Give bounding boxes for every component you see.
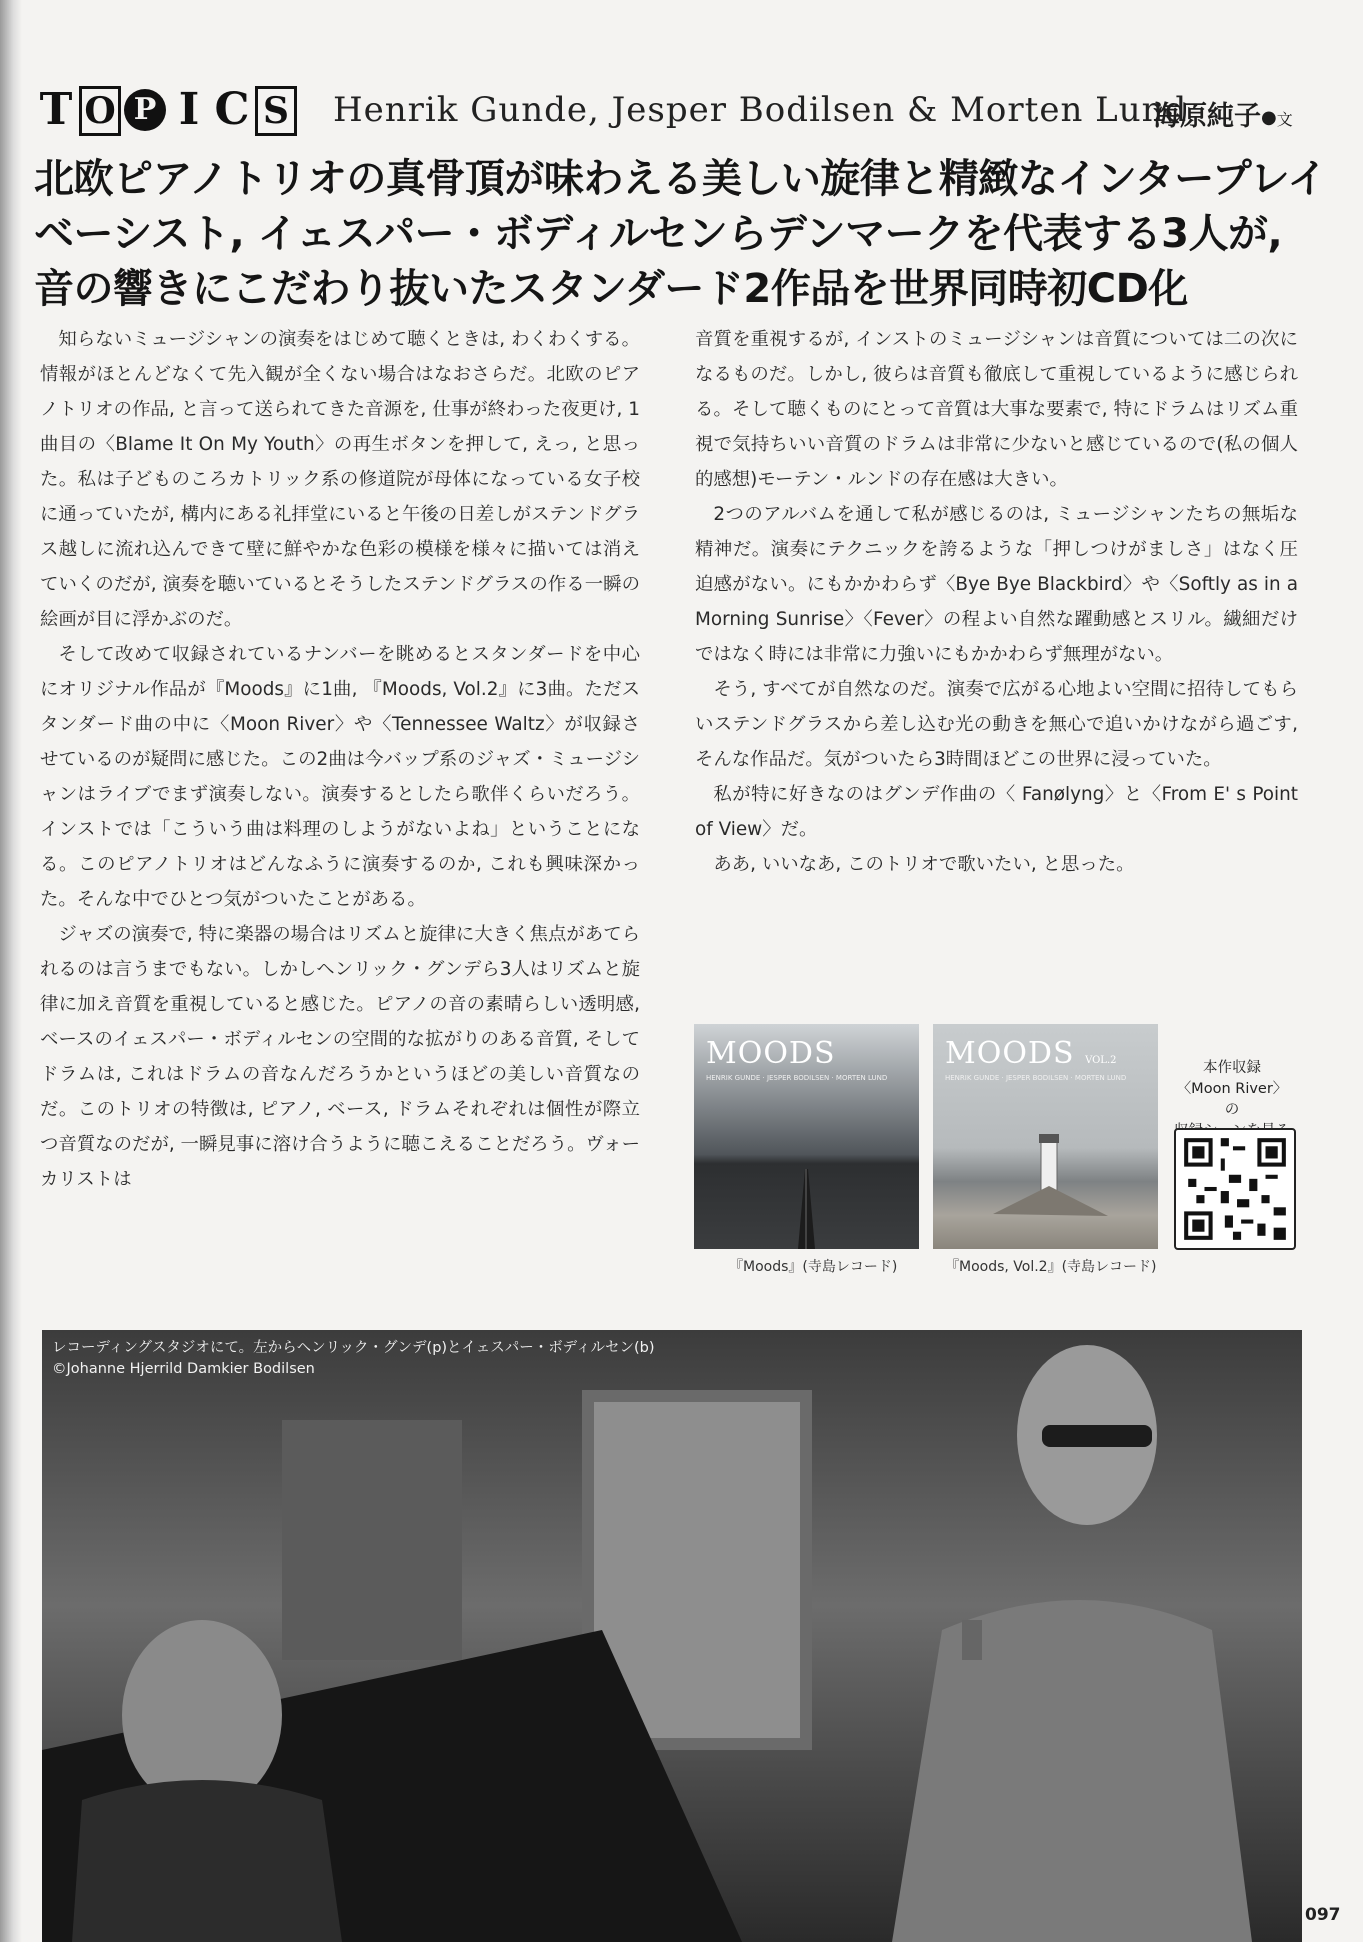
body-column-left (40, 322, 640, 1197)
qr-code-icon (1176, 1130, 1294, 1248)
writer-name: 海原純子 (1153, 101, 1261, 132)
topics-letter-c: C (214, 84, 250, 135)
headline-line-1: 北欧ピアノトリオの真骨頂が味わえる美しい旋律と精緻なインタープレイ (34, 156, 1327, 202)
body-paragraph: ジャズの演奏で, 特に楽器の場合はリズムと旋律に大きく焦点があてられるのは言うまでもない。しかしヘンリック・グンデら3人はリズムと旋律に加え音質を重視していると感じた。ピアノの音の素晴らしい透明感, ベースのイェスパー・ボディルセンの空間的な拡がりのある音質, そしてドラムは, これはドラムの音なんだろうかというほどの美しい音質なのだ。このトリオの特徴は, ピアノ, ベース, ドラムそれぞれは個性が際立つ音質なのだが, 一瞬見事に溶け合うように聴こえることだろう。ヴォーカリストは (40, 924, 640, 1190)
topics-letter-s: S (255, 86, 297, 136)
qr-label-line: 〈Moon River〉の (1176, 1081, 1288, 1118)
body-paragraph: ああ, いいなあ, このトリオで歌いたい, と思った。 (713, 854, 1135, 875)
body-paragraph: 私が特に好きなのはグンデ作曲の〈 Fanølyng〉と〈From E' s Point of View〉だ。 (695, 784, 1298, 840)
body-column-right (695, 322, 1298, 882)
photo-caption (52, 1338, 655, 1380)
topics-letter-o: O (79, 86, 121, 136)
writer-mark: ● (1261, 107, 1277, 128)
album-cover-moods-vol2 (933, 1024, 1158, 1249)
page-number: 097 (1305, 1905, 1341, 1925)
album-credits: HENRIK GUNDE · JESPER BODILSEN · MORTEN LUND (706, 1074, 888, 1082)
photo-credit: ©Johanne Hjerrild Damkier Bodilsen (52, 1361, 315, 1377)
qr-label-line: 本作収録 (1203, 1060, 1261, 1076)
body-paragraph: 2つのアルバムを通して私が感じるのは, ミュージシャンたちの無垢な精神だ。演奏にテクニックを誇るような「押しつけがましさ」はなく圧迫感がない。にもかかわらず〈Bye Bye Blackbird〉や〈Softly as in a Morning Sunrise〉〈Fever〉の程よい自然な躍動感とスリル。繊細だけではなく時には非常に力強いにもかかわらず無理がない。 (695, 504, 1298, 665)
album-credits: HENRIK GUNDE · JESPER BODILSEN · MORTEN LUND (945, 1074, 1127, 1082)
album-title-text: MOODS (945, 1036, 1075, 1071)
binding-shadow (0, 0, 22, 1942)
headline (34, 152, 1334, 317)
headline-line-3: 音の響きにこだわり抜いたスタンダード2作品を世界同時初CD化 (34, 266, 1188, 312)
topics-letter-p: P (124, 89, 166, 131)
headline-line-2: ベーシスト, イェスパー・ボディルセンらデンマークを代表する3人が, (34, 211, 1283, 257)
body-paragraph: 音質を重視するが, インストのミュージシャンは音質については二の次になるものだ。しかし, 彼らは音質も徹底して重視しているように感じられる。そして聴くものにとって音質は大事な要素で, 特にドラムはリズム重視で気持ちいい音質のドラムは非常に少ないと感じているので(私の個人的感想)モーテン・ルンドの存在感は大きい。 (695, 329, 1298, 490)
album-title (945, 1036, 1117, 1071)
album-caption: 『Moods』(寺島レコード) (729, 1259, 898, 1275)
topics-logo (36, 86, 297, 136)
topics-letter-i: I (178, 84, 200, 135)
album-cover-moods (694, 1024, 919, 1249)
album-caption: 『Moods, Vol.2』(寺島レコード) (945, 1259, 1157, 1275)
studio-photo-scene (42, 1330, 1302, 1942)
body-paragraph: 知らないミュージシャンの演奏をはじめて聴くときは, わくわくする。情報がほとんどなくて先入観が全くない場合はなおさらだ。北欧のピアノトリオの作品, と言って送られてきた音源を, 仕事が終わった夜更け, 1曲目の〈Blame It On My Youth〉の再生ボタンを押して, えっ, と思った。私は子どものころカトリック系の修道院が母体になっている女子校に通っていたが, 構内にある礼拝堂にいると午後の日差しがステンドグラス越しに流れ込んできて壁に鮮やかな色彩の模様を様々に描いては消えていくのだが, 演奏を聴いているとそうしたステンドグラスの作る一瞬の絵画が目に浮かぶのだ。 (40, 329, 640, 630)
studio-photo (42, 1330, 1302, 1942)
header-artists: Henrik Gunde, Jesper Bodilsen & Morten Lund (333, 90, 1188, 130)
topics-letter-t: T (39, 84, 73, 135)
album-title: MOODS (706, 1036, 836, 1071)
album-volume: VOL.2 (1085, 1055, 1117, 1066)
body-paragraph: そして改めて収録されているナンバーを眺めるとスタンダードを中心にオリジナル作品が『Moods』に1曲, 『Moods, Vol.2』に3曲。ただスタンダード曲の中に〈Moon River〉や〈Tennessee Waltz〉が収録させているのが疑問に感じた。この2曲は今バップ系のジャズ・ミュージシャンはライブでまず演奏しない。演奏するとしたら歌伴くらいだろう。インストでは「こういう曲は料理のしようがないよね」ということになる。このピアノトリオはどんなふうに演奏するのか, これも興味深かった。そんな中でひとつ気がついたことがある。 (40, 644, 640, 910)
photo-caption-text: レコーディングスタジオにて。左からヘンリック・グンデ(p)とイェスパー・ボディルセン(b) (52, 1340, 655, 1356)
header-writer (1153, 94, 1293, 133)
body-paragraph: そう, すべてが自然なのだ。演奏で広がる心地よい空間に招待してもらいステンドグラスから差し込む光の動きを無心で追いかけながら過ごす, そんな作品だ。気がついたら3時間ほどこの世界に浸っていた。 (695, 679, 1298, 770)
qr-code[interactable] (1174, 1128, 1296, 1250)
writer-role: 文 (1276, 110, 1293, 129)
